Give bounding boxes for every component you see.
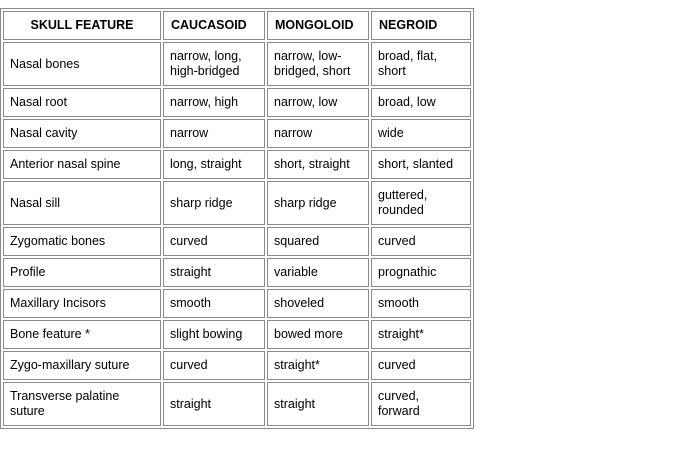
negroid-cell: guttered, rounded (371, 181, 471, 225)
table-row (3, 258, 471, 287)
feature-cell: Transverse palatine suture (3, 382, 161, 426)
caucasoid-cell: straight (163, 382, 265, 426)
mongoloid-cell: narrow (267, 119, 369, 148)
skull-feature-table (0, 8, 474, 429)
table-row (3, 119, 471, 148)
mongoloid-cell: squared (267, 227, 369, 256)
feature-cell: Profile (3, 258, 161, 287)
mongoloid-cell: sharp ridge (267, 181, 369, 225)
negroid-cell: smooth (371, 289, 471, 318)
mongoloid-cell: shoveled (267, 289, 369, 318)
mongoloid-cell: narrow, low (267, 88, 369, 117)
feature-cell: Zygomatic bones (3, 227, 161, 256)
table-header-row (3, 11, 471, 40)
negroid-cell: curved (371, 227, 471, 256)
header-mongoloid: MONGOLOID (267, 11, 369, 40)
table-body (3, 42, 471, 426)
skull-feature-table-container (0, 8, 474, 429)
table-row (3, 289, 471, 318)
table-row (3, 382, 471, 426)
header-skull-feature: SKULL FEATURE (3, 11, 161, 40)
feature-cell: Zygo-maxillary suture (3, 351, 161, 380)
negroid-cell: straight* (371, 320, 471, 349)
mongoloid-cell: variable (267, 258, 369, 287)
negroid-cell: prognathic (371, 258, 471, 287)
feature-cell: Nasal cavity (3, 119, 161, 148)
feature-cell: Maxillary Incisors (3, 289, 161, 318)
caucasoid-cell: slight bowing (163, 320, 265, 349)
mongoloid-cell: straight (267, 382, 369, 426)
table-row (3, 88, 471, 117)
negroid-cell: short, slanted (371, 150, 471, 179)
caucasoid-cell: long, straight (163, 150, 265, 179)
caucasoid-cell: narrow, long, high-bridged (163, 42, 265, 86)
caucasoid-cell: narrow, high (163, 88, 265, 117)
feature-cell: Nasal bones (3, 42, 161, 86)
feature-cell: Anterior nasal spine (3, 150, 161, 179)
feature-cell: Bone feature * (3, 320, 161, 349)
negroid-cell: curved, forward (371, 382, 471, 426)
caucasoid-cell: sharp ridge (163, 181, 265, 225)
table-row (3, 320, 471, 349)
header-negroid: NEGROID (371, 11, 471, 40)
caucasoid-cell: straight (163, 258, 265, 287)
negroid-cell: curved (371, 351, 471, 380)
table-row (3, 351, 471, 380)
table-row (3, 227, 471, 256)
mongoloid-cell: narrow, low-bridged, short (267, 42, 369, 86)
header-caucasoid: CAUCASOID (163, 11, 265, 40)
mongoloid-cell: bowed more (267, 320, 369, 349)
mongoloid-cell: short, straight (267, 150, 369, 179)
caucasoid-cell: narrow (163, 119, 265, 148)
negroid-cell: wide (371, 119, 471, 148)
feature-cell: Nasal sill (3, 181, 161, 225)
feature-cell: Nasal root (3, 88, 161, 117)
mongoloid-cell: straight* (267, 351, 369, 380)
negroid-cell: broad, flat, short (371, 42, 471, 86)
table-row (3, 150, 471, 179)
negroid-cell: broad, low (371, 88, 471, 117)
caucasoid-cell: curved (163, 351, 265, 380)
table-row (3, 181, 471, 225)
table-row (3, 42, 471, 86)
caucasoid-cell: smooth (163, 289, 265, 318)
caucasoid-cell: curved (163, 227, 265, 256)
